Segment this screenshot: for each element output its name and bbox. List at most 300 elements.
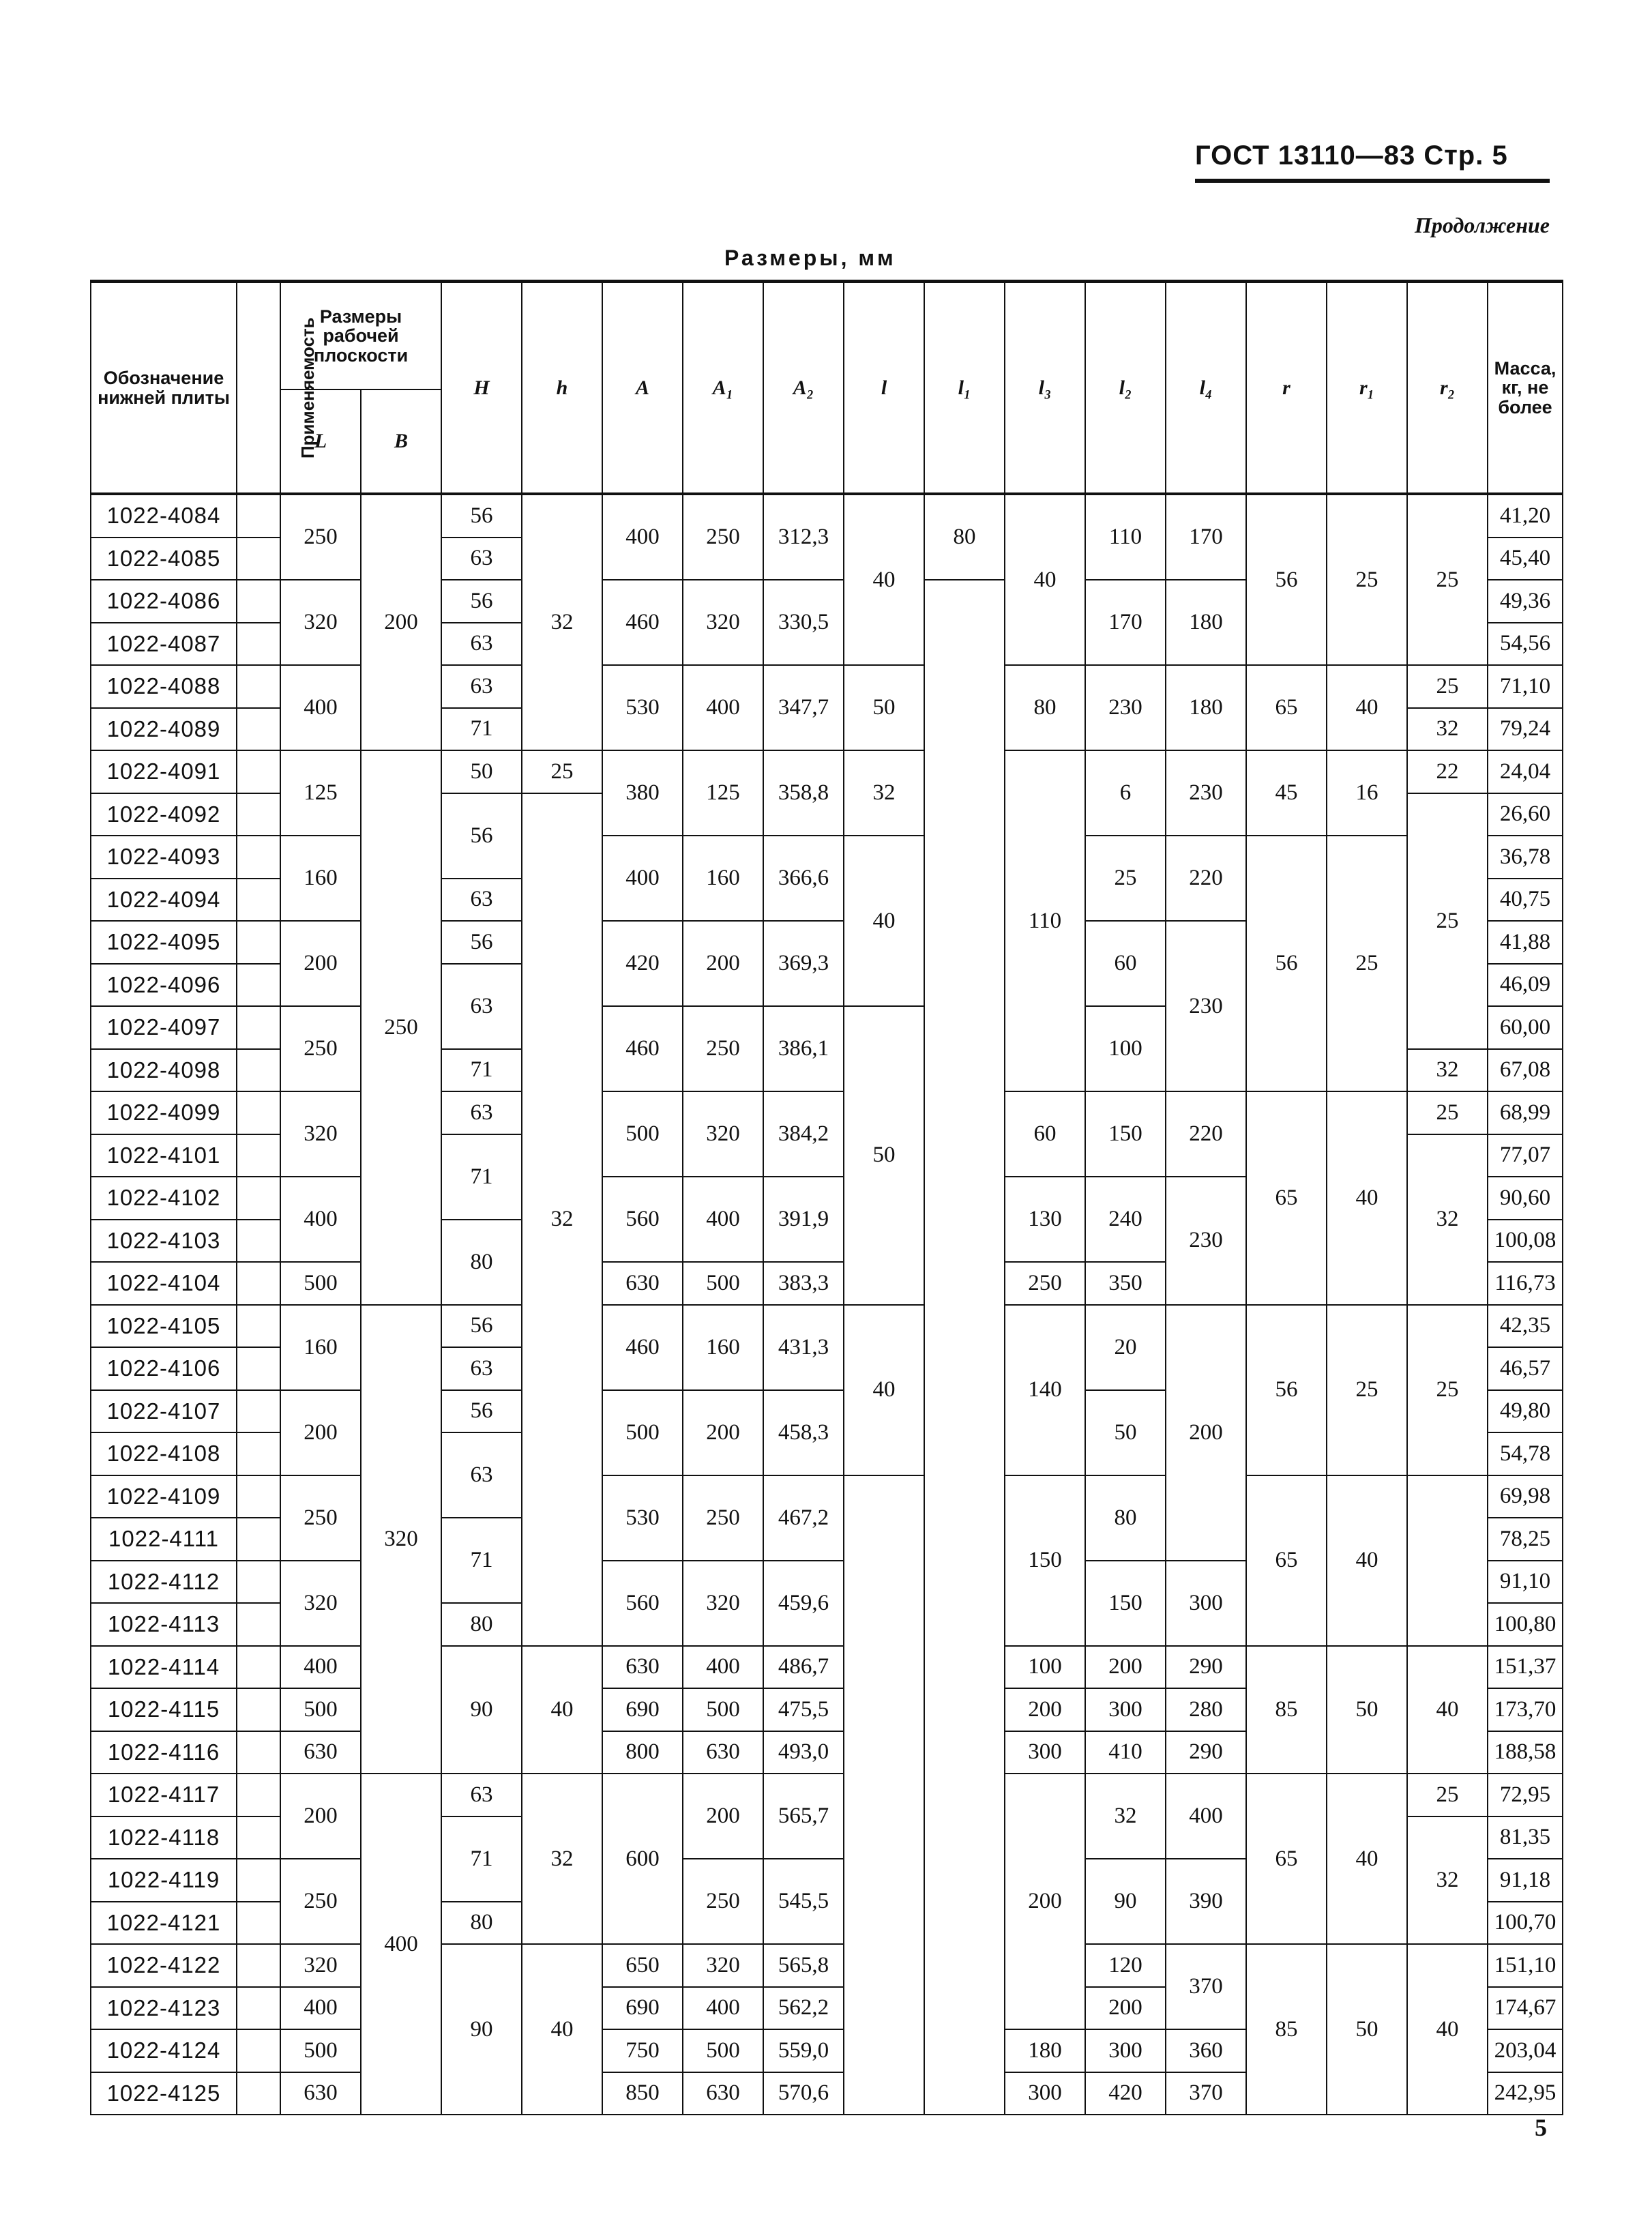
cell-l4: 290 xyxy=(1166,1646,1246,1689)
cell-l1: 80 xyxy=(924,494,1005,580)
cell-r2: 32 xyxy=(1407,1816,1488,1945)
cell-r1: 50 xyxy=(1327,1944,1407,2115)
cell-r2: 32 xyxy=(1407,1134,1488,1305)
cell-l3: 200 xyxy=(1005,1688,1085,1731)
cell-r1: 25 xyxy=(1327,1305,1407,1475)
cell-A1: 500 xyxy=(683,1262,763,1305)
cell-l3: 60 xyxy=(1005,1091,1085,1177)
cell-H: 63 xyxy=(441,623,522,666)
cell-A2: 458,3 xyxy=(763,1390,844,1475)
cell-mass: 41,20 xyxy=(1488,494,1563,538)
cell-applicability xyxy=(237,1220,280,1263)
cell-l2: 350 xyxy=(1085,1262,1166,1305)
cell-applicability xyxy=(237,1646,280,1689)
cell-applicability xyxy=(237,708,280,751)
cell-l xyxy=(844,1475,924,2115)
cell-designation: 1022-4088 xyxy=(91,665,237,708)
cell-H: 63 xyxy=(441,538,522,580)
table-row xyxy=(91,494,1563,538)
cell-mass: 77,07 xyxy=(1488,1134,1563,1177)
col-A2: A₂ xyxy=(763,282,844,495)
cell-A1: 160 xyxy=(683,1305,763,1390)
cell-designation: 1022-4107 xyxy=(91,1390,237,1433)
cell-A1: 320 xyxy=(683,1944,763,1987)
cell-mass: 49,36 xyxy=(1488,580,1563,623)
cell-A2: 545,5 xyxy=(763,1859,844,1944)
cell-r1: 25 xyxy=(1327,836,1407,1091)
cell-L: 200 xyxy=(280,1390,361,1475)
cell-designation: 1022-4106 xyxy=(91,1347,237,1390)
cell-designation: 1022-4111 xyxy=(91,1518,237,1561)
cell-l2: 50 xyxy=(1085,1390,1166,1475)
cell-l2: 90 xyxy=(1085,1859,1166,1944)
cell-l4: 180 xyxy=(1166,580,1246,665)
cell-l3: 200 xyxy=(1005,1774,1085,2029)
cell-applicability xyxy=(237,1262,280,1305)
cell-l4: 220 xyxy=(1166,1091,1246,1177)
col-L: L xyxy=(280,389,361,494)
cell-A1: 400 xyxy=(683,665,763,750)
cell-l: 40 xyxy=(844,494,924,665)
cell-r2: 25 xyxy=(1407,1305,1488,1475)
cell-A2: 565,8 xyxy=(763,1944,844,1987)
cell-A2: 486,7 xyxy=(763,1646,844,1689)
cell-designation: 1022-4095 xyxy=(91,921,237,964)
cell-mass: 100,08 xyxy=(1488,1220,1563,1263)
cell-r2: 22 xyxy=(1407,750,1488,793)
cell-applicability xyxy=(237,1390,280,1433)
cell-designation: 1022-4113 xyxy=(91,1603,237,1646)
table-row xyxy=(91,1091,1563,1134)
cell-r1: 40 xyxy=(1327,665,1407,750)
col-l: l xyxy=(844,282,924,495)
cell-L: 500 xyxy=(280,1262,361,1305)
cell-l4: 370 xyxy=(1166,2072,1246,2115)
cell-r: 45 xyxy=(1246,750,1327,836)
cell-L: 250 xyxy=(280,1475,361,1561)
cell-l4: 230 xyxy=(1166,1177,1246,1305)
table-row xyxy=(91,665,1563,708)
cell-l: 50 xyxy=(844,665,924,750)
cell-A2: 565,7 xyxy=(763,1774,844,1859)
col-l3: l₃ xyxy=(1005,282,1085,495)
table-title: Размеры, мм xyxy=(724,246,896,270)
cell-applicability xyxy=(237,1518,280,1561)
cell-A: 560 xyxy=(602,1177,683,1262)
cell-A: 500 xyxy=(602,1091,683,1177)
cell-designation: 1022-4094 xyxy=(91,879,237,922)
cell-L: 250 xyxy=(280,494,361,580)
cell-H: 56 xyxy=(441,793,522,879)
cell-designation: 1022-4089 xyxy=(91,708,237,751)
cell-designation: 1022-4105 xyxy=(91,1305,237,1348)
cell-L: 320 xyxy=(280,1561,361,1646)
cell-l2: 170 xyxy=(1085,580,1166,665)
cell-l2: 80 xyxy=(1085,1475,1166,1561)
cell-L: 200 xyxy=(280,1774,361,1859)
cell-A1: 200 xyxy=(683,921,763,1006)
cell-applicability xyxy=(237,1177,280,1220)
cell-A1: 400 xyxy=(683,1987,763,2030)
table-row xyxy=(91,1475,1563,1518)
cell-A2: 431,3 xyxy=(763,1305,844,1390)
cell-applicability xyxy=(237,623,280,666)
cell-r: 65 xyxy=(1246,1774,1327,1944)
cell-A: 460 xyxy=(602,1006,683,1091)
cell-A1: 200 xyxy=(683,1774,763,1859)
cell-designation: 1022-4117 xyxy=(91,1774,237,1816)
cell-l2: 150 xyxy=(1085,1561,1166,1646)
cell-A1: 400 xyxy=(683,1646,763,1689)
cell-L: 125 xyxy=(280,750,361,836)
col-working-plane: Размеры рабочей плоскости xyxy=(280,282,441,390)
cell-h: 32 xyxy=(522,494,602,750)
col-r2: r₂ xyxy=(1407,282,1488,495)
col-l4: l₄ xyxy=(1166,282,1246,495)
cell-A1: 320 xyxy=(683,1091,763,1177)
cell-H: 80 xyxy=(441,1603,522,1646)
cell-l4: 370 xyxy=(1166,1944,1246,2029)
cell-l3: 150 xyxy=(1005,1475,1085,1646)
cell-r2: 25 xyxy=(1407,1774,1488,1816)
continuation-label: Продолжение xyxy=(1415,213,1550,237)
cell-designation: 1022-4115 xyxy=(91,1688,237,1731)
table-row xyxy=(91,1944,1563,1987)
cell-designation: 1022-4114 xyxy=(91,1646,237,1689)
cell-applicability xyxy=(237,1475,280,1518)
cell-l2: 120 xyxy=(1085,1944,1166,1987)
cell-l3: 110 xyxy=(1005,750,1085,1091)
cell-A2: 391,9 xyxy=(763,1177,844,1262)
cell-l: 50 xyxy=(844,1006,924,1305)
cell-applicability xyxy=(237,1006,280,1049)
cell-l2: 32 xyxy=(1085,1774,1166,1859)
cell-applicability xyxy=(237,1816,280,1859)
cell-l4: 280 xyxy=(1166,1688,1246,1731)
cell-l2: 240 xyxy=(1085,1177,1166,1262)
cell-applicability xyxy=(237,1432,280,1475)
cell-mass: 79,24 xyxy=(1488,708,1563,751)
cell-L: 630 xyxy=(280,1731,361,1774)
cell-A1: 630 xyxy=(683,2072,763,2115)
cell-designation: 1022-4123 xyxy=(91,1987,237,2030)
dimensions-table xyxy=(90,280,1563,2115)
cell-h: 25 xyxy=(522,750,602,793)
cell-mass: 46,09 xyxy=(1488,964,1563,1007)
cell-mass: 45,40 xyxy=(1488,538,1563,580)
cell-A2: 570,6 xyxy=(763,2072,844,2115)
cell-mass: 41,88 xyxy=(1488,921,1563,964)
cell-r2: 40 xyxy=(1407,1944,1488,2115)
cell-r: 56 xyxy=(1246,494,1327,665)
cell-applicability xyxy=(237,836,280,879)
cell-H: 71 xyxy=(441,1816,522,1902)
cell-designation: 1022-4118 xyxy=(91,1816,237,1859)
cell-A: 530 xyxy=(602,1475,683,1561)
cell-A2: 562,2 xyxy=(763,1987,844,2030)
cell-H: 56 xyxy=(441,580,522,623)
cell-A: 500 xyxy=(602,1390,683,1475)
cell-H: 63 xyxy=(441,1091,522,1134)
cell-mass: 91,18 xyxy=(1488,1859,1563,1902)
cell-H: 71 xyxy=(441,1049,522,1092)
cell-H: 90 xyxy=(441,1944,522,2115)
cell-L: 400 xyxy=(280,665,361,750)
cell-H: 63 xyxy=(441,1432,522,1518)
table-row xyxy=(91,1305,1563,1348)
cell-H: 63 xyxy=(441,665,522,708)
cell-l3: 250 xyxy=(1005,1262,1085,1305)
cell-applicability xyxy=(237,1731,280,1774)
cell-l3: 130 xyxy=(1005,1177,1085,1262)
cell-designation: 1022-4101 xyxy=(91,1134,237,1177)
cell-A1: 250 xyxy=(683,1006,763,1091)
cell-mass: 54,78 xyxy=(1488,1432,1563,1475)
cell-L: 160 xyxy=(280,836,361,921)
cell-H: 80 xyxy=(441,1220,522,1305)
cell-r: 65 xyxy=(1246,665,1327,750)
cell-applicability xyxy=(237,1902,280,1945)
cell-l4: 230 xyxy=(1166,750,1246,836)
cell-mass: 91,10 xyxy=(1488,1561,1563,1604)
cell-B: 320 xyxy=(361,1305,441,1774)
cell-applicability xyxy=(237,750,280,793)
cell-mass: 67,08 xyxy=(1488,1049,1563,1092)
cell-r1: 50 xyxy=(1327,1646,1407,1774)
cell-r2: 25 xyxy=(1407,494,1488,665)
table-row xyxy=(91,750,1563,793)
cell-A: 630 xyxy=(602,1262,683,1305)
cell-mass: 54,56 xyxy=(1488,623,1563,666)
cell-H: 56 xyxy=(441,1305,522,1348)
cell-A2: 459,6 xyxy=(763,1561,844,1646)
cell-designation: 1022-4119 xyxy=(91,1859,237,1902)
cell-r2: 32 xyxy=(1407,1049,1488,1092)
cell-B: 250 xyxy=(361,750,441,1305)
cell-r1: 25 xyxy=(1327,494,1407,665)
col-H: H xyxy=(441,282,522,495)
cell-l4: 300 xyxy=(1166,1561,1246,1646)
cell-designation: 1022-4124 xyxy=(91,2029,237,2072)
cell-applicability xyxy=(237,2072,280,2115)
cell-A: 380 xyxy=(602,750,683,836)
cell-l1 xyxy=(924,580,1005,2115)
cell-H: 56 xyxy=(441,921,522,964)
cell-L: 320 xyxy=(280,580,361,665)
cell-l4: 360 xyxy=(1166,2029,1246,2072)
cell-L: 400 xyxy=(280,1646,361,1689)
cell-l4: 200 xyxy=(1166,1305,1246,1561)
cell-designation: 1022-4104 xyxy=(91,1262,237,1305)
cell-mass: 40,75 xyxy=(1488,879,1563,922)
cell-designation: 1022-4096 xyxy=(91,964,237,1007)
cell-A: 850 xyxy=(602,2072,683,2115)
cell-A2: 383,3 xyxy=(763,1262,844,1305)
cell-r: 65 xyxy=(1246,1475,1327,1646)
cell-designation: 1022-4085 xyxy=(91,538,237,580)
cell-r: 85 xyxy=(1246,1944,1327,2115)
cell-l3: 180 xyxy=(1005,2029,1085,2072)
cell-applicability xyxy=(237,1049,280,1092)
cell-mass: 151,10 xyxy=(1488,1944,1563,1987)
cell-applicability xyxy=(237,1987,280,2030)
cell-l4: 220 xyxy=(1166,836,1246,921)
cell-A1: 250 xyxy=(683,494,763,580)
cell-applicability xyxy=(237,921,280,964)
cell-L: 630 xyxy=(280,2072,361,2115)
col-B: B xyxy=(361,389,441,494)
cell-A2: 312,3 xyxy=(763,494,844,580)
cell-applicability xyxy=(237,964,280,1007)
standard-header: ГОСТ 13110—83 Стр. 5 xyxy=(1195,141,1508,171)
cell-A: 690 xyxy=(602,1987,683,2030)
cell-designation: 1022-4093 xyxy=(91,836,237,879)
cell-A2: 366,6 xyxy=(763,836,844,921)
cell-r1: 40 xyxy=(1327,1774,1407,1944)
cell-A1: 160 xyxy=(683,836,763,921)
cell-designation: 1022-4086 xyxy=(91,580,237,623)
cell-L: 250 xyxy=(280,1006,361,1091)
cell-mass: 174,67 xyxy=(1488,1987,1563,2030)
cell-h: 32 xyxy=(522,793,602,1646)
cell-designation: 1022-4091 xyxy=(91,750,237,793)
cell-applicability xyxy=(237,1944,280,1987)
cell-L: 500 xyxy=(280,1688,361,1731)
cell-H: 63 xyxy=(441,1347,522,1390)
cell-applicability xyxy=(237,494,280,538)
cell-l4: 390 xyxy=(1166,1859,1246,1944)
cell-h: 40 xyxy=(522,1646,602,1774)
cell-r2: 40 xyxy=(1407,1646,1488,1774)
cell-applicability xyxy=(237,1561,280,1604)
cell-designation: 1022-4108 xyxy=(91,1432,237,1475)
col-mass: Масса, кг, не более xyxy=(1488,282,1563,495)
cell-mass: 242,95 xyxy=(1488,2072,1563,2115)
cell-H: 63 xyxy=(441,964,522,1049)
cell-l2: 300 xyxy=(1085,2029,1166,2072)
cell-A1: 500 xyxy=(683,1688,763,1731)
cell-L: 320 xyxy=(280,1091,361,1177)
cell-applicability xyxy=(237,1688,280,1731)
cell-l2: 420 xyxy=(1085,2072,1166,2115)
col-applicability: Применяемость xyxy=(237,282,280,495)
cell-l: 40 xyxy=(844,1305,924,1475)
cell-A1: 320 xyxy=(683,580,763,665)
table-row xyxy=(91,1646,1563,1689)
cell-A1: 500 xyxy=(683,2029,763,2072)
cell-l2: 60 xyxy=(1085,921,1166,1006)
cell-A2: 386,1 xyxy=(763,1006,844,1091)
cell-h: 40 xyxy=(522,1944,602,2115)
cell-applicability xyxy=(237,879,280,922)
page-number: 5 xyxy=(1535,2114,1547,2141)
cell-applicability xyxy=(237,580,280,623)
cell-A2: 475,5 xyxy=(763,1688,844,1731)
cell-H: 71 xyxy=(441,1134,522,1220)
cell-designation: 1022-4122 xyxy=(91,1944,237,1987)
cell-designation: 1022-4097 xyxy=(91,1006,237,1049)
cell-applicability xyxy=(237,1859,280,1902)
cell-A2: 369,3 xyxy=(763,921,844,1006)
cell-A2: 347,7 xyxy=(763,665,844,750)
cell-r1: 40 xyxy=(1327,1091,1407,1305)
cell-H: 63 xyxy=(441,1774,522,1816)
cell-l2: 110 xyxy=(1085,494,1166,580)
cell-B: 200 xyxy=(361,494,441,750)
cell-H: 71 xyxy=(441,1518,522,1603)
cell-A1: 400 xyxy=(683,1177,763,1262)
cell-mass: 49,80 xyxy=(1488,1390,1563,1433)
cell-mass: 60,00 xyxy=(1488,1006,1563,1049)
cell-applicability xyxy=(237,538,280,580)
cell-l2: 6 xyxy=(1085,750,1166,836)
cell-A: 400 xyxy=(602,494,683,580)
cell-H: 50 xyxy=(441,750,522,793)
cell-H: 90 xyxy=(441,1646,522,1774)
cell-l3: 80 xyxy=(1005,665,1085,750)
col-A1: A₁ xyxy=(683,282,763,495)
table-body xyxy=(91,494,1563,2115)
header-row-1 xyxy=(91,282,1563,390)
cell-designation: 1022-4121 xyxy=(91,1902,237,1945)
cell-L: 400 xyxy=(280,1987,361,2030)
cell-A1: 125 xyxy=(683,750,763,836)
cell-A2: 493,0 xyxy=(763,1731,844,1774)
cell-l3: 100 xyxy=(1005,1646,1085,1689)
cell-designation: 1022-4099 xyxy=(91,1091,237,1134)
cell-A: 650 xyxy=(602,1944,683,1987)
cell-mass: 188,58 xyxy=(1488,1731,1563,1774)
cell-mass: 71,10 xyxy=(1488,665,1563,708)
cell-applicability xyxy=(237,1603,280,1646)
cell-A: 630 xyxy=(602,1646,683,1689)
cell-A: 460 xyxy=(602,580,683,665)
cell-l2: 100 xyxy=(1085,1006,1166,1091)
cell-applicability xyxy=(237,1091,280,1134)
cell-mass: 46,57 xyxy=(1488,1347,1563,1390)
cell-L: 250 xyxy=(280,1859,361,1944)
cell-applicability xyxy=(237,665,280,708)
cell-designation: 1022-4087 xyxy=(91,623,237,666)
cell-mass: 116,73 xyxy=(1488,1262,1563,1305)
cell-l2: 410 xyxy=(1085,1731,1166,1774)
cell-applicability xyxy=(237,1305,280,1348)
cell-mass: 151,37 xyxy=(1488,1646,1563,1689)
table-row xyxy=(91,836,1563,879)
cell-H: 63 xyxy=(441,879,522,922)
cell-l2: 200 xyxy=(1085,1987,1166,2030)
cell-mass: 203,04 xyxy=(1488,2029,1563,2072)
cell-applicability xyxy=(237,1134,280,1177)
cell-l4: 290 xyxy=(1166,1731,1246,1774)
cell-L: 160 xyxy=(280,1305,361,1390)
cell-designation: 1022-4109 xyxy=(91,1475,237,1518)
cell-mass: 72,95 xyxy=(1488,1774,1563,1816)
cell-mass: 36,78 xyxy=(1488,836,1563,879)
cell-r: 56 xyxy=(1246,1305,1327,1475)
cell-A1: 200 xyxy=(683,1390,763,1475)
cell-H: 80 xyxy=(441,1902,522,1945)
cell-designation: 1022-4098 xyxy=(91,1049,237,1092)
cell-mass: 90,60 xyxy=(1488,1177,1563,1220)
cell-A: 560 xyxy=(602,1561,683,1646)
cell-r2: 25 xyxy=(1407,793,1488,1049)
cell-designation: 1022-4103 xyxy=(91,1220,237,1263)
cell-r: 85 xyxy=(1246,1646,1327,1774)
cell-A1: 250 xyxy=(683,1859,763,1944)
cell-r2 xyxy=(1407,1475,1488,1646)
cell-designation: 1022-4116 xyxy=(91,1731,237,1774)
